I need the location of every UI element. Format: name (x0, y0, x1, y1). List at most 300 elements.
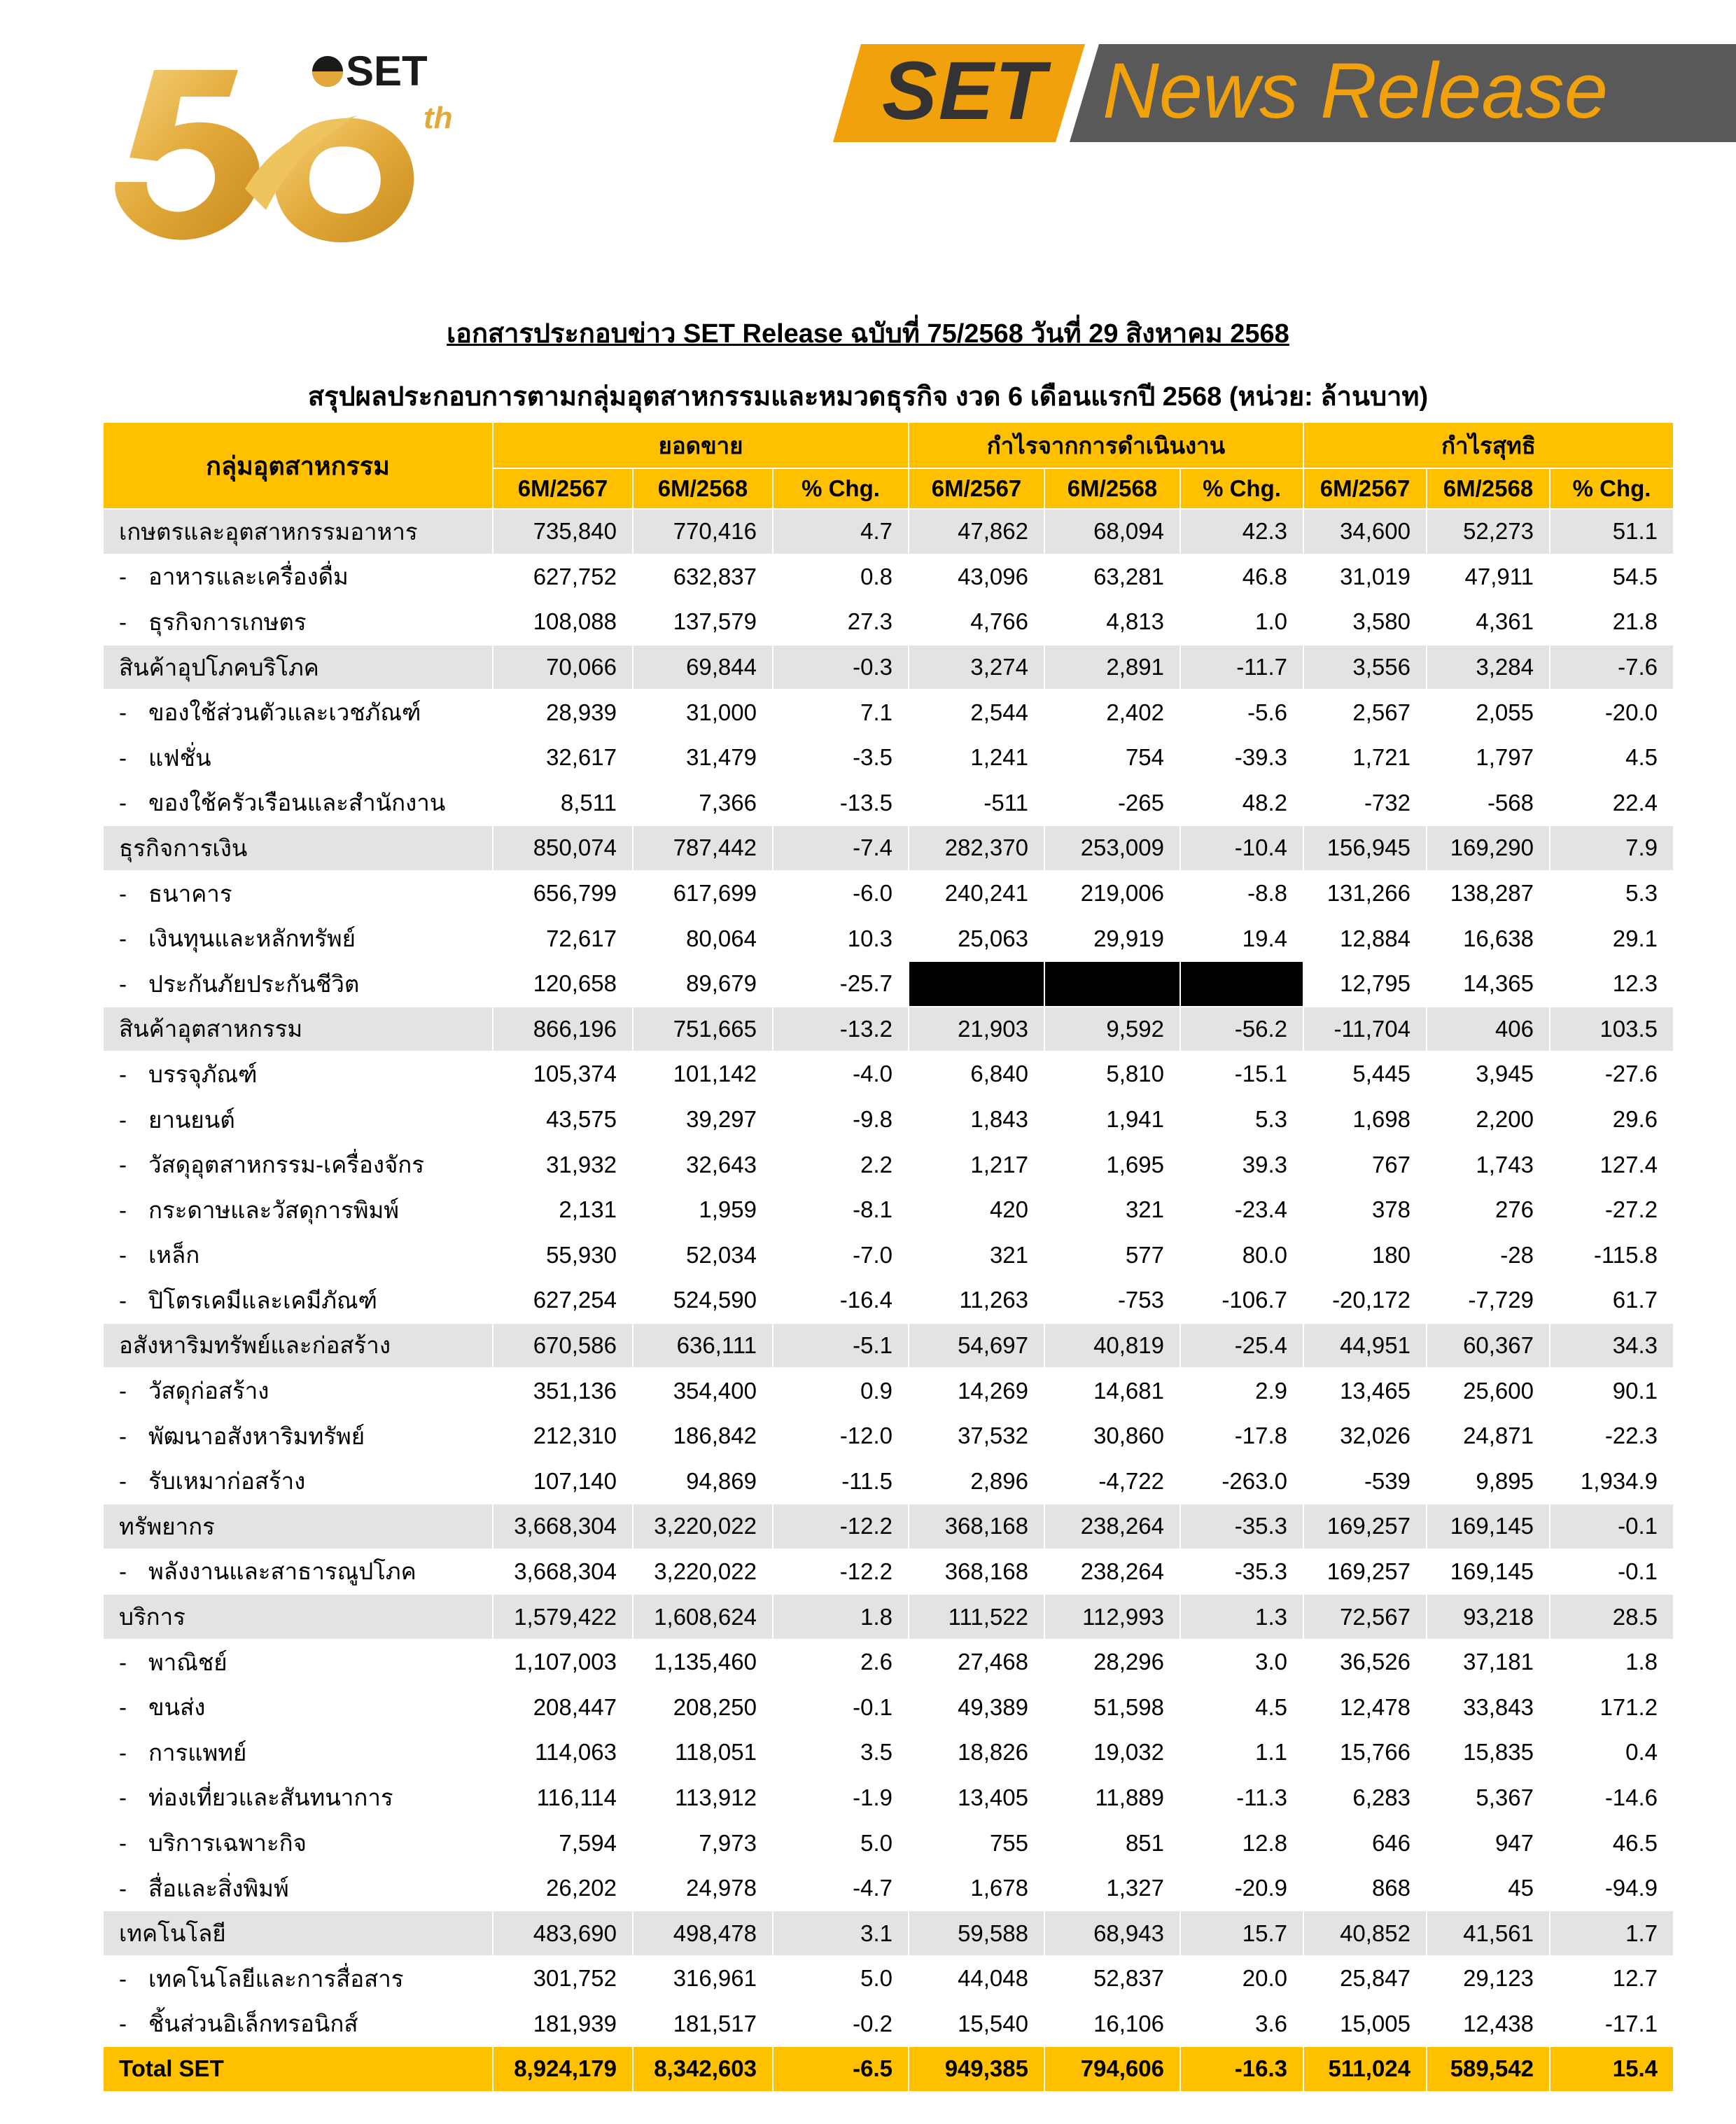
value-cell: -17.8 (1180, 1413, 1303, 1459)
value-cell: 5,810 (1044, 1051, 1180, 1097)
value-cell: -732 (1303, 781, 1427, 826)
value-cell: 54,697 (909, 1323, 1044, 1369)
row-label (103, 1730, 493, 1775)
sector-row (103, 1142, 1674, 1187)
value-cell: 1.0 (1180, 599, 1303, 645)
row-label (103, 2001, 493, 2047)
value-cell: -0.1 (1550, 1549, 1674, 1595)
value-cell: -265 (1044, 781, 1180, 826)
sector-row (103, 1549, 1674, 1595)
value-cell: -20.9 (1180, 1866, 1303, 1911)
value-cell: 767 (1303, 1142, 1427, 1187)
sector-row (103, 735, 1674, 781)
value-cell: 80.0 (1180, 1233, 1303, 1278)
document-title: เอกสารประกอบข่าว SET Release ฉบับที่ 75/2568 วันที่ 29 สิงหาคม 2568 (447, 319, 1289, 349)
value-cell: 48.2 (1180, 781, 1303, 826)
value-cell: 68,943 (1044, 1910, 1180, 1956)
row-label-text: เทคโนโลยี (119, 1920, 226, 1947)
row-label (103, 1413, 493, 1459)
row-label-text: อาหารและเครื่องดื่ม (148, 564, 349, 590)
value-cell: 108,088 (493, 599, 633, 645)
value-cell: 770,416 (633, 509, 773, 554)
value-cell: 29,919 (1044, 916, 1180, 961)
value-cell: 9,592 (1044, 1007, 1180, 1052)
sub-item-dash: - (119, 1965, 127, 1992)
value-cell: 2,200 (1427, 1097, 1550, 1143)
value-cell: -5.1 (773, 1323, 909, 1369)
sub-item-dash: - (119, 1468, 127, 1495)
value-cell: 2.6 (773, 1640, 909, 1685)
row-label-text: แฟชั่น (148, 744, 211, 771)
value-cell: 1.3 (1180, 1594, 1303, 1640)
value-cell: 21.8 (1550, 599, 1674, 645)
value-cell: -8.1 (773, 1187, 909, 1233)
value-cell: 32,026 (1303, 1413, 1427, 1459)
row-label-text: ปิโตรเคมีและเคมีภัณฑ์ (148, 1287, 378, 1313)
row-label (103, 554, 493, 600)
sector-row (103, 1051, 1674, 1097)
sector-row (103, 1368, 1674, 1413)
row-label (103, 1910, 493, 1956)
sub-item-dash: - (119, 1784, 127, 1811)
value-cell: -0.1 (1550, 1504, 1674, 1549)
value-cell: 89,679 (633, 961, 773, 1007)
value-cell: 37,532 (909, 1413, 1044, 1459)
value-cell: 751,665 (633, 1007, 773, 1052)
value-cell: 42.3 (1180, 509, 1303, 554)
row-label (103, 690, 493, 735)
value-cell: 632,837 (633, 554, 773, 600)
value-cell: 40,852 (1303, 1910, 1427, 1956)
value-cell: 39.3 (1180, 1142, 1303, 1187)
value-cell: 2,131 (493, 1187, 633, 1233)
document-subtitle: สรุปผลประกอบการตามกลุ่มอุตสาหกรรมและหมวดธุรกิจ งวด 6 เดือนแรกปี 2568 (หน่วย: ล้านบาท) (307, 382, 1429, 412)
value-cell: -25.7 (773, 961, 909, 1007)
value-cell: 21,903 (909, 1007, 1044, 1052)
sub-item-dash: - (119, 2011, 127, 2037)
value-cell: 2,055 (1427, 690, 1550, 735)
value-cell: 6,283 (1303, 1775, 1427, 1821)
row-label (103, 1504, 493, 1549)
value-cell: 3,274 (909, 645, 1044, 690)
row-label (103, 1775, 493, 1821)
value-cell: 2,567 (1303, 690, 1427, 735)
value-cell: 3.6 (1180, 2001, 1303, 2047)
value-cell: 368,168 (909, 1504, 1044, 1549)
sector-row (103, 1278, 1674, 1323)
value-cell: 851 (1044, 1820, 1180, 1866)
sub-item-dash: - (119, 1287, 127, 1313)
value-cell: -753 (1044, 1278, 1180, 1323)
value-cell: -23.4 (1180, 1187, 1303, 1233)
banner-news-release-text: News Release (1102, 47, 1609, 134)
row-label (103, 781, 493, 826)
value-cell: 755 (909, 1820, 1044, 1866)
sector-row (103, 599, 1674, 645)
row-label (103, 1458, 493, 1504)
industry-group-row (103, 645, 1674, 690)
value-cell: 16,106 (1044, 2001, 1180, 2047)
value-cell: 112,993 (1044, 1594, 1180, 1640)
value-cell: -7.4 (773, 825, 909, 871)
value-cell: 0.4 (1550, 1730, 1674, 1775)
value-cell: 12.8 (1180, 1820, 1303, 1866)
sector-row (103, 871, 1674, 916)
sector-row (103, 1458, 1674, 1504)
value-cell: 12,438 (1427, 2001, 1550, 2047)
value-cell: 169,145 (1427, 1549, 1550, 1595)
row-label-text: Total SET (119, 2055, 224, 2082)
sub-item-dash: - (119, 1378, 127, 1404)
value-cell: 28.5 (1550, 1594, 1674, 1640)
industry-group-header: กลุ่มอุตสาหกรรม (103, 422, 493, 509)
value-cell: 29.1 (1550, 916, 1674, 961)
value-cell: 1,327 (1044, 1866, 1180, 1911)
value-cell: 32,643 (633, 1142, 773, 1187)
value-cell: 131,266 (1303, 871, 1427, 916)
sales-header: ยอดขาย (493, 422, 909, 468)
value-cell: 1.8 (1550, 1640, 1674, 1685)
value-cell: 114,063 (493, 1730, 633, 1775)
row-label (103, 1278, 493, 1323)
value-cell: 1,934.9 (1550, 1458, 1674, 1504)
value-cell: 321 (1044, 1187, 1180, 1233)
value-cell: 511,024 (1303, 2046, 1427, 2092)
row-label (103, 871, 493, 916)
row-label-text: ทรัพยากร (119, 1513, 215, 1539)
value-cell: 949,385 (909, 2046, 1044, 2092)
value-cell: 11,889 (1044, 1775, 1180, 1821)
value-cell: 15,540 (909, 2001, 1044, 2047)
value-cell: 3,580 (1303, 599, 1427, 645)
value-cell: -6.5 (773, 2046, 909, 2092)
value-cell: 636,111 (633, 1323, 773, 1369)
industry-group-row (103, 1910, 1674, 1956)
value-cell: 3.0 (1180, 1640, 1303, 1685)
value-cell: -5.6 (1180, 690, 1303, 735)
op-6m2567-header: 6M/2567 (909, 468, 1044, 509)
row-label (103, 1594, 493, 1640)
row-label (103, 1142, 493, 1187)
sub-item-dash: - (119, 880, 127, 907)
value-cell: 34.3 (1550, 1323, 1674, 1369)
redacted-cell (1180, 961, 1303, 1007)
value-cell: 137,579 (633, 599, 773, 645)
sub-item-dash: - (119, 1242, 127, 1269)
value-cell: 589,542 (1427, 2046, 1550, 2092)
row-label (103, 735, 493, 781)
value-cell: 93,218 (1427, 1594, 1550, 1640)
value-cell: 51,598 (1044, 1684, 1180, 1730)
row-label-text: เทคโนโลยีและการสื่อสาร (148, 1965, 404, 1992)
op-pct-chg-header: % Chg. (1180, 468, 1303, 509)
value-cell: 1,743 (1427, 1142, 1550, 1187)
value-cell: 0.8 (773, 554, 909, 600)
sector-row (103, 1097, 1674, 1143)
value-cell: -7.0 (773, 1233, 909, 1278)
value-cell: 43,096 (909, 554, 1044, 600)
value-cell: 15,005 (1303, 2001, 1427, 2047)
sector-row (103, 1233, 1674, 1278)
value-cell: -15.1 (1180, 1051, 1303, 1097)
sub-item-dash: - (119, 925, 127, 952)
row-label-text: รับเหมาก่อสร้าง (148, 1468, 306, 1495)
industry-results-table (102, 421, 1674, 2092)
industry-group-row (103, 1323, 1674, 1369)
value-cell: 60,367 (1427, 1323, 1550, 1369)
row-label-text: อสังหาริมทรัพย์และก่อสร้าง (119, 1332, 391, 1359)
row-label (103, 1549, 493, 1595)
value-cell: 24,978 (633, 1866, 773, 1911)
value-cell: 3,668,304 (493, 1549, 633, 1595)
value-cell: 90.1 (1550, 1368, 1674, 1413)
value-cell: 68,094 (1044, 509, 1180, 554)
value-cell: 16,638 (1427, 916, 1550, 961)
value-cell: 30,860 (1044, 1413, 1180, 1459)
redacted-cell (1044, 961, 1180, 1007)
value-cell: 947 (1427, 1820, 1550, 1866)
row-label (103, 1187, 493, 1233)
row-label-text: วัสดุก่อสร้าง (148, 1378, 270, 1404)
value-cell: 420 (909, 1187, 1044, 1233)
value-cell: -9.8 (773, 1097, 909, 1143)
value-cell: 55,930 (493, 1233, 633, 1278)
op-6m2568-header: 6M/2568 (1044, 468, 1180, 509)
sub-item-dash: - (119, 699, 127, 726)
value-cell: 4,361 (1427, 599, 1550, 645)
value-cell: 28,296 (1044, 1640, 1180, 1685)
value-cell: -28 (1427, 1233, 1550, 1278)
value-cell: 240,241 (909, 871, 1044, 916)
value-cell: 7,594 (493, 1820, 633, 1866)
row-label-text: พัฒนาอสังหาริมทรัพย์ (148, 1423, 365, 1449)
sales-pct-chg-header: % Chg. (773, 468, 909, 509)
value-cell: 25,600 (1427, 1368, 1550, 1413)
redacted-cell (909, 961, 1044, 1007)
value-cell: -11.5 (773, 1458, 909, 1504)
value-cell: 32,617 (493, 735, 633, 781)
value-cell: -11.3 (1180, 1775, 1303, 1821)
value-cell: -7,729 (1427, 1278, 1550, 1323)
value-cell: 113,912 (633, 1775, 773, 1821)
value-cell: 37,181 (1427, 1640, 1550, 1685)
operating-profit-header: กำไรจากการดำเนินงาน (909, 422, 1303, 468)
value-cell: 63,281 (1044, 554, 1180, 600)
value-cell: -263.0 (1180, 1458, 1303, 1504)
value-cell: 156,945 (1303, 825, 1427, 871)
value-cell: 70,066 (493, 645, 633, 690)
value-cell: 483,690 (493, 1910, 633, 1956)
value-cell: -4.0 (773, 1051, 909, 1097)
value-cell: 181,517 (633, 2001, 773, 2047)
row-label (103, 1684, 493, 1730)
industry-group-row (103, 509, 1674, 554)
value-cell: 208,447 (493, 1684, 633, 1730)
row-label (103, 1323, 493, 1369)
value-cell: 7,366 (633, 781, 773, 826)
value-cell: 4,766 (909, 599, 1044, 645)
value-cell: 94,869 (633, 1458, 773, 1504)
value-cell: 321 (909, 1233, 1044, 1278)
value-cell: 7,973 (633, 1820, 773, 1866)
value-cell: 61.7 (1550, 1278, 1674, 1323)
sub-item-dash: - (119, 1649, 127, 1675)
value-cell: 5.3 (1180, 1097, 1303, 1143)
value-cell: 15.7 (1180, 1910, 1303, 1956)
value-cell: 54.5 (1550, 554, 1674, 600)
value-cell: -27.2 (1550, 1187, 1674, 1233)
value-cell: 378 (1303, 1187, 1427, 1233)
sector-row (103, 1640, 1674, 1685)
value-cell: 735,840 (493, 509, 633, 554)
value-cell: 5.0 (773, 1956, 909, 2001)
value-cell: -20.0 (1550, 690, 1674, 735)
value-cell: -6.0 (773, 871, 909, 916)
sub-item-dash: - (119, 970, 127, 997)
value-cell: 12,884 (1303, 916, 1427, 961)
value-cell: 45 (1427, 1866, 1550, 1911)
value-cell: -39.3 (1180, 735, 1303, 781)
sector-row (103, 1413, 1674, 1459)
sector-row (103, 1775, 1674, 1821)
row-label-text: วัสดุอุตสาหกรรม-เครื่องจักร (148, 1152, 425, 1178)
value-cell: -539 (1303, 1458, 1427, 1504)
value-cell: 80,064 (633, 916, 773, 961)
net-6m2567-header: 6M/2567 (1303, 468, 1427, 509)
value-cell: -35.3 (1180, 1504, 1303, 1549)
value-cell: -568 (1427, 781, 1550, 826)
value-cell: 351,136 (493, 1368, 633, 1413)
industry-group-row (103, 825, 1674, 871)
value-cell: 1.7 (1550, 1910, 1674, 1956)
row-label (103, 1007, 493, 1052)
value-cell: 34,600 (1303, 509, 1427, 554)
value-cell: 181,939 (493, 2001, 633, 2047)
value-cell: 1,941 (1044, 1097, 1180, 1143)
sector-row (103, 1820, 1674, 1866)
value-cell: 44,048 (909, 1956, 1044, 2001)
value-cell: 3,220,022 (633, 1549, 773, 1595)
row-label-text: บรรจุภัณฑ์ (148, 1061, 258, 1087)
value-cell: -511 (909, 781, 1044, 826)
row-label-text: เงินทุนและหลักทรัพย์ (148, 925, 356, 952)
value-cell: -12.2 (773, 1549, 909, 1595)
net-pct-chg-header: % Chg. (1550, 468, 1674, 509)
value-cell: 31,932 (493, 1142, 633, 1187)
sub-item-dash: - (119, 744, 127, 771)
value-cell: 19.4 (1180, 916, 1303, 961)
value-cell: 5,367 (1427, 1775, 1550, 1821)
value-cell: 51.1 (1550, 509, 1674, 554)
value-cell: 3,945 (1427, 1051, 1550, 1097)
value-cell: -27.6 (1550, 1051, 1674, 1097)
value-cell: 1,695 (1044, 1142, 1180, 1187)
value-cell: 794,606 (1044, 2046, 1180, 2092)
value-cell: -10.4 (1180, 825, 1303, 871)
value-cell: 354,400 (633, 1368, 773, 1413)
sub-item-dash: - (119, 1423, 127, 1449)
value-cell: -14.6 (1550, 1775, 1674, 1821)
value-cell: 577 (1044, 1233, 1180, 1278)
value-cell: 25,847 (1303, 1956, 1427, 2001)
value-cell: 33,843 (1427, 1684, 1550, 1730)
sub-item-dash: - (119, 1694, 127, 1721)
row-label (103, 599, 493, 645)
sub-item-dash: - (119, 1106, 127, 1133)
sub-item-dash: - (119, 608, 127, 635)
sector-row (103, 1730, 1674, 1775)
sector-row (103, 916, 1674, 961)
row-label-text: ธุรกิจการเกษตร (148, 608, 307, 635)
value-cell: 46.8 (1180, 554, 1303, 600)
value-cell: 180 (1303, 1233, 1427, 1278)
row-label-text: สินค้าอุปโภคบริโภค (119, 654, 319, 680)
value-cell: -22.3 (1550, 1413, 1674, 1459)
value-cell: 171.2 (1550, 1684, 1674, 1730)
value-cell: 29,123 (1427, 1956, 1550, 2001)
row-label (103, 509, 493, 554)
net-6m2568-header: 6M/2568 (1427, 468, 1550, 509)
row-label-text: ของใช้ครัวเรือนและสำนักงาน (148, 790, 446, 816)
value-cell: 4,813 (1044, 599, 1180, 645)
value-cell: 12,795 (1303, 961, 1427, 1007)
value-cell: 4.5 (1550, 735, 1674, 781)
value-cell: 4.7 (773, 509, 909, 554)
value-cell: 14,681 (1044, 1368, 1180, 1413)
value-cell: 276 (1427, 1187, 1550, 1233)
value-cell: -3.5 (773, 735, 909, 781)
value-cell: 49,389 (909, 1684, 1044, 1730)
value-cell: 238,264 (1044, 1504, 1180, 1549)
value-cell: 169,257 (1303, 1504, 1427, 1549)
value-cell: 282,370 (909, 825, 1044, 871)
value-cell: 31,479 (633, 735, 773, 781)
row-label (103, 825, 493, 871)
value-cell: 1.8 (773, 1594, 909, 1640)
value-cell: -16.4 (773, 1278, 909, 1323)
value-cell: 1,579,422 (493, 1594, 633, 1640)
value-cell: 1,107,003 (493, 1640, 633, 1685)
value-cell: 5,445 (1303, 1051, 1427, 1097)
value-cell: 120,658 (493, 961, 633, 1007)
set-news-release-banner (833, 39, 1736, 144)
value-cell: 1,135,460 (633, 1640, 773, 1685)
value-cell: 3.1 (773, 1910, 909, 1956)
sub-item-dash: - (119, 1152, 127, 1178)
industry-group-row (103, 1504, 1674, 1549)
row-label (103, 1640, 493, 1685)
value-cell: 1,217 (909, 1142, 1044, 1187)
row-label (103, 1866, 493, 1911)
value-cell: 8,511 (493, 781, 633, 826)
value-cell: -56.2 (1180, 1007, 1303, 1052)
value-cell: -13.5 (773, 781, 909, 826)
value-cell: 10.3 (773, 916, 909, 961)
industry-group-row (103, 1007, 1674, 1052)
value-cell: 169,257 (1303, 1549, 1427, 1595)
value-cell: 13,405 (909, 1775, 1044, 1821)
value-cell: 2,544 (909, 690, 1044, 735)
row-label-text: กระดาษและวัสดุการพิมพ์ (148, 1196, 399, 1223)
value-cell: 1,843 (909, 1097, 1044, 1143)
sub-item-dash: - (119, 1061, 127, 1087)
value-cell: 5.3 (1550, 871, 1674, 916)
value-cell: 1,959 (633, 1187, 773, 1233)
value-cell: 316,961 (633, 1956, 773, 2001)
value-cell: 1,608,624 (633, 1594, 773, 1640)
value-cell: 646 (1303, 1820, 1427, 1866)
value-cell: 15,766 (1303, 1730, 1427, 1775)
